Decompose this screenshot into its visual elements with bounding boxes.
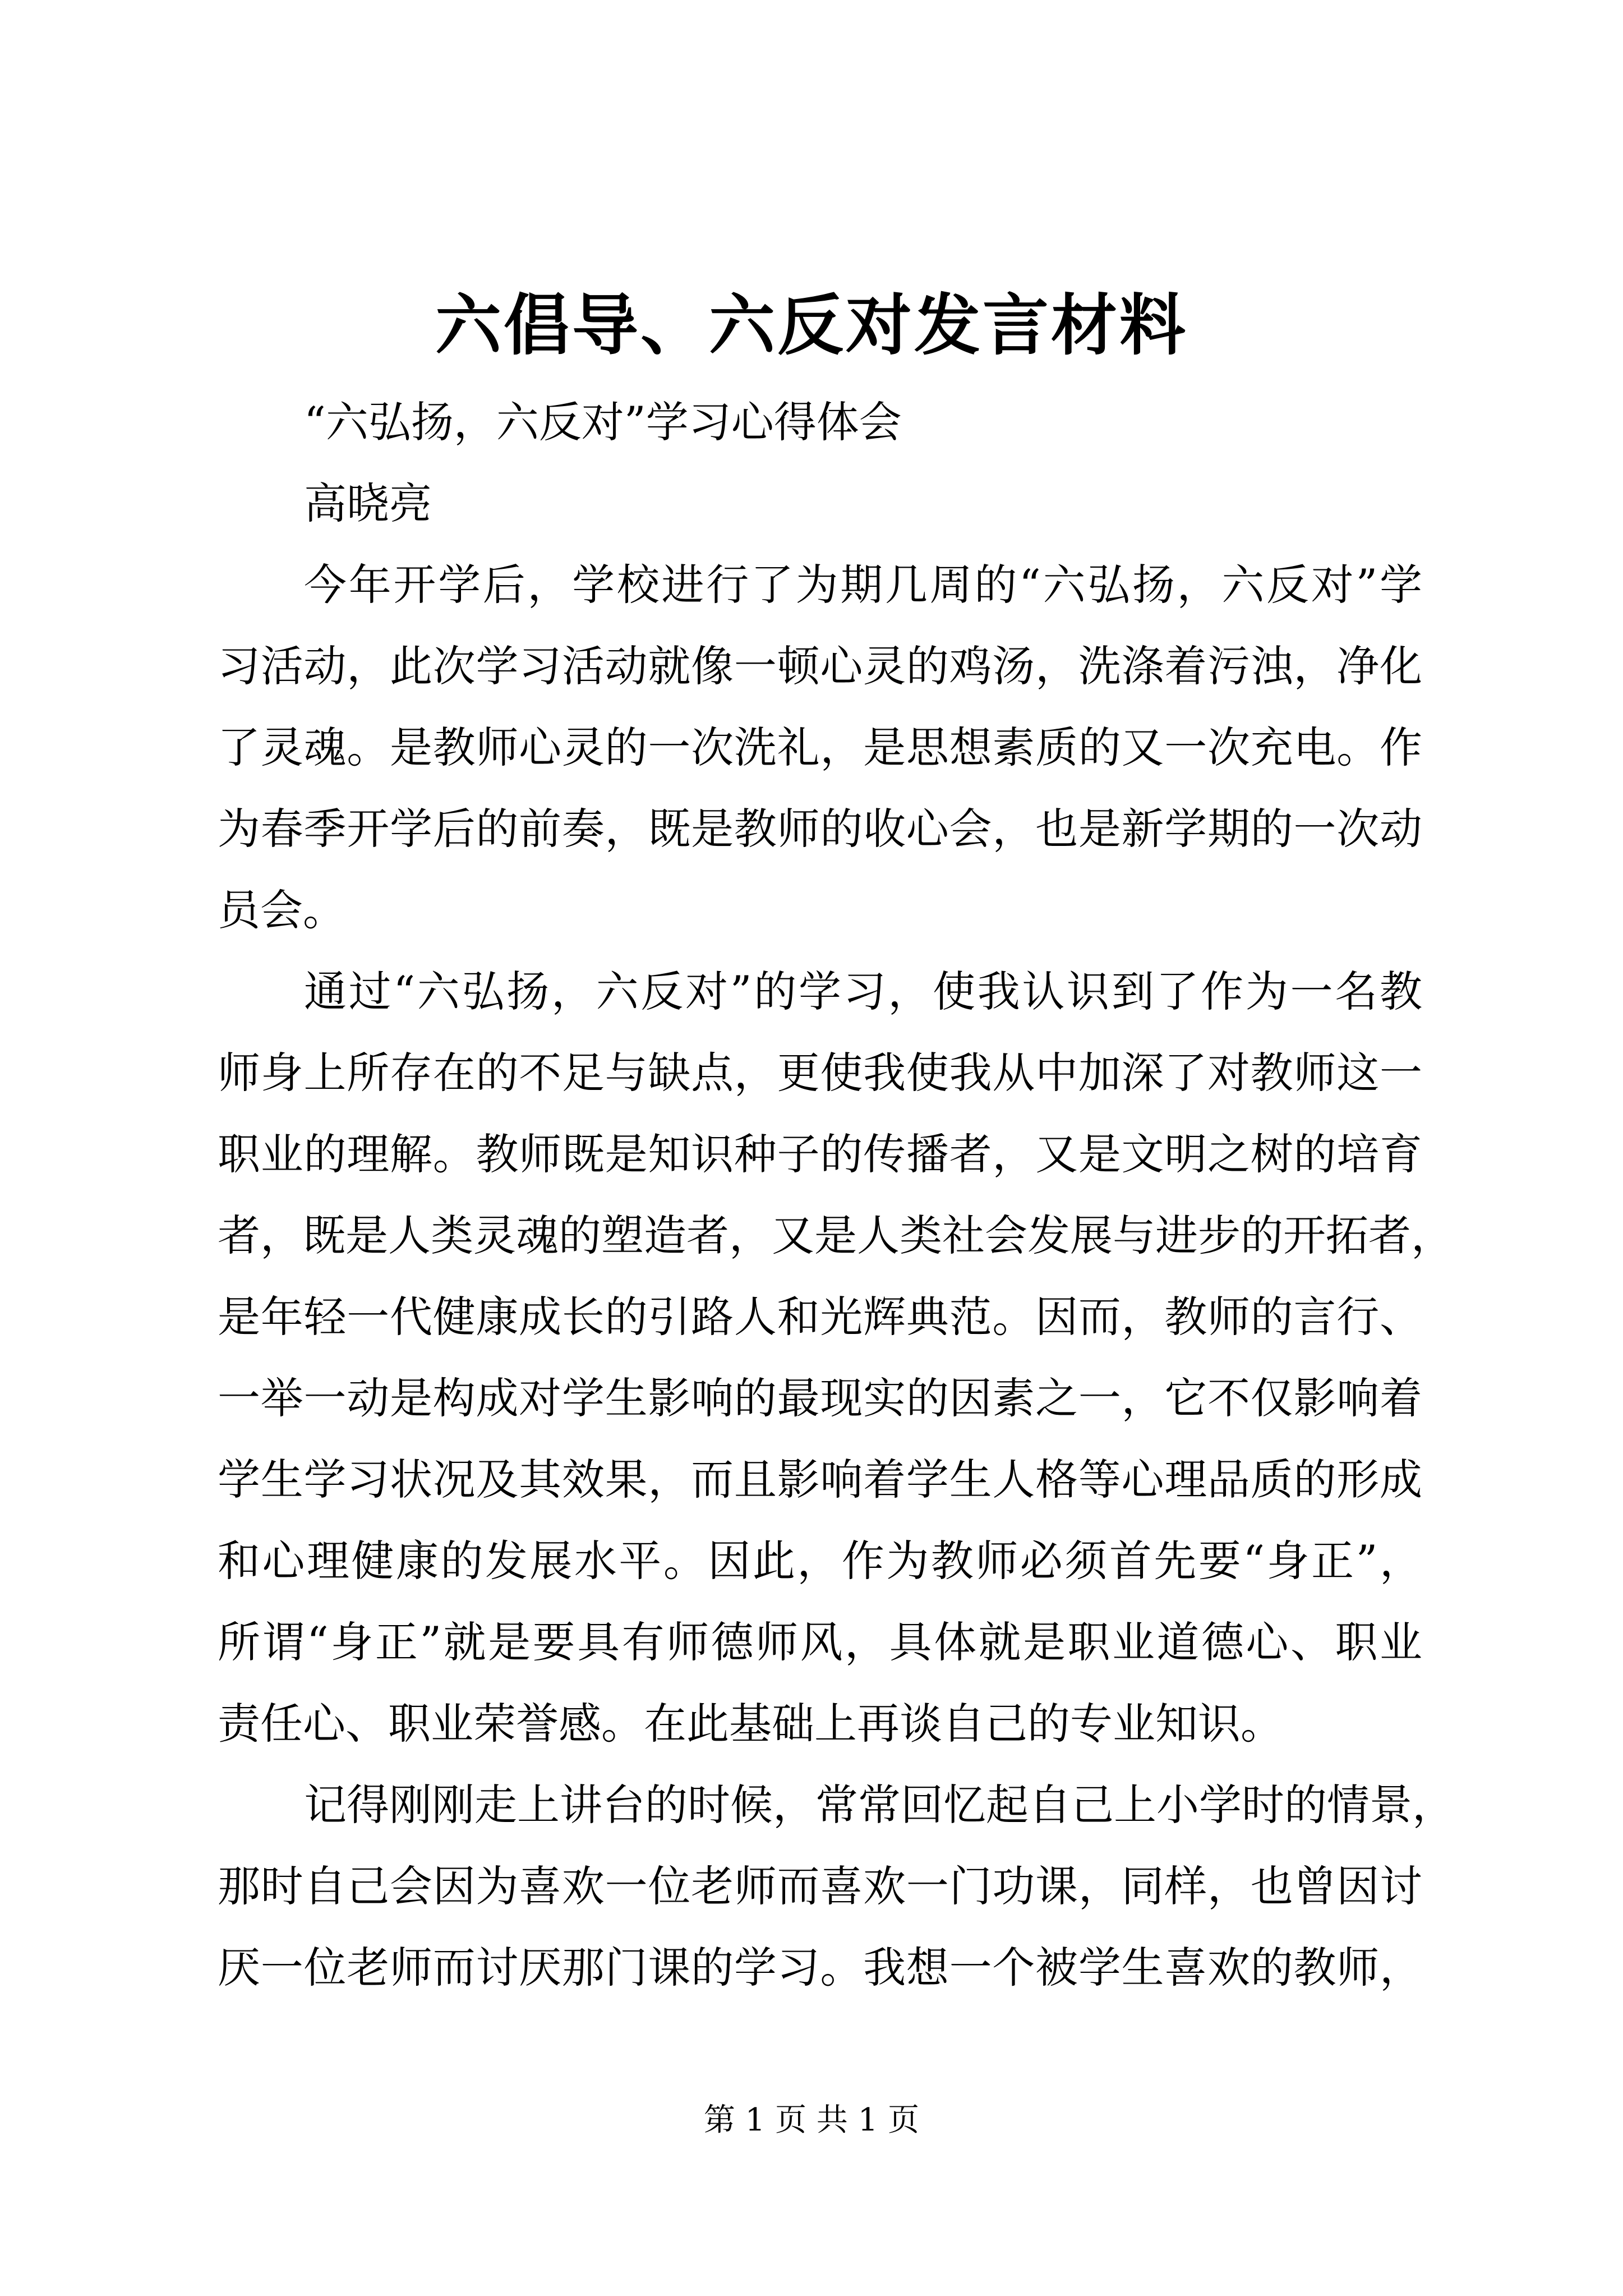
body-line: 和心理健康的发展水平。因此，作为教师必须首先要“身正”， bbox=[218, 1536, 1422, 1586]
body-line: 是年轻一代健康成长的引路人和光辉典范。因而，教师的言行、 bbox=[218, 1292, 1422, 1342]
document-title: 六倡导、六反对发言材料 bbox=[435, 286, 1188, 364]
body-line: 一举一动是构成对学生影响的最现实的因素之一，它不仅影响着 bbox=[218, 1373, 1422, 1423]
body-line: 员会。 bbox=[218, 885, 345, 935]
body-line: 师身上所存在的不足与缺点，更使我使我从中加深了对教师这一 bbox=[218, 1048, 1422, 1098]
body-line: 学生学习状况及其效果，而且影响着学生人格等心理品质的形成 bbox=[218, 1455, 1422, 1504]
body-line: 记得刚刚走上讲台的时候，常常回忆起自己上小学时的情景， bbox=[304, 1780, 1455, 1830]
body-line: 责任心、职业荣誉感。在此基础上再谈自己的专业知识。 bbox=[218, 1699, 1283, 1749]
body-line: 那时自己会因为喜欢一位老师而喜欢一门功课，同样，也曾因讨 bbox=[218, 1861, 1422, 1911]
body-line: 今年开学后，学校进行了为期几周的“六弘扬，六反对”学 bbox=[304, 560, 1422, 610]
body-line: 厌一位老师而讨厌那门课的学习。我想一个被学生喜欢的教师， bbox=[218, 1943, 1422, 1993]
body-line: 职业的理解。教师既是知识种子的传播者，又是文明之树的培育 bbox=[218, 1129, 1422, 1179]
body-line: 者，既是人类灵魂的塑造者，又是人类社会发展与进步的开拓者， bbox=[218, 1211, 1454, 1260]
body-line: 所谓“身正”就是要具有师德师风，具体就是职业道德心、职业 bbox=[218, 1617, 1422, 1667]
body-line: 高晓亮 bbox=[304, 478, 432, 528]
body-line: 习活动，此次学习活动就像一顿心灵的鸡汤，洗涤着污浊，净化 bbox=[218, 641, 1422, 691]
body-line: 通过“六弘扬，六反对”的学习，使我认识到了作为一名教 bbox=[304, 967, 1422, 1016]
body-line: “六弘扬，六反对”学习心得体会 bbox=[304, 397, 902, 447]
document-body bbox=[218, 381, 1455, 2008]
body-line: 了灵魂。是教师心灵的一次洗礼，是思想素质的又一次充电。作 bbox=[218, 723, 1422, 772]
page-footer: 第 1 页 共 1 页 bbox=[703, 2102, 920, 2138]
body-line: 为春季开学后的前奏，既是教师的收心会，也是新学期的一次动 bbox=[218, 804, 1422, 854]
